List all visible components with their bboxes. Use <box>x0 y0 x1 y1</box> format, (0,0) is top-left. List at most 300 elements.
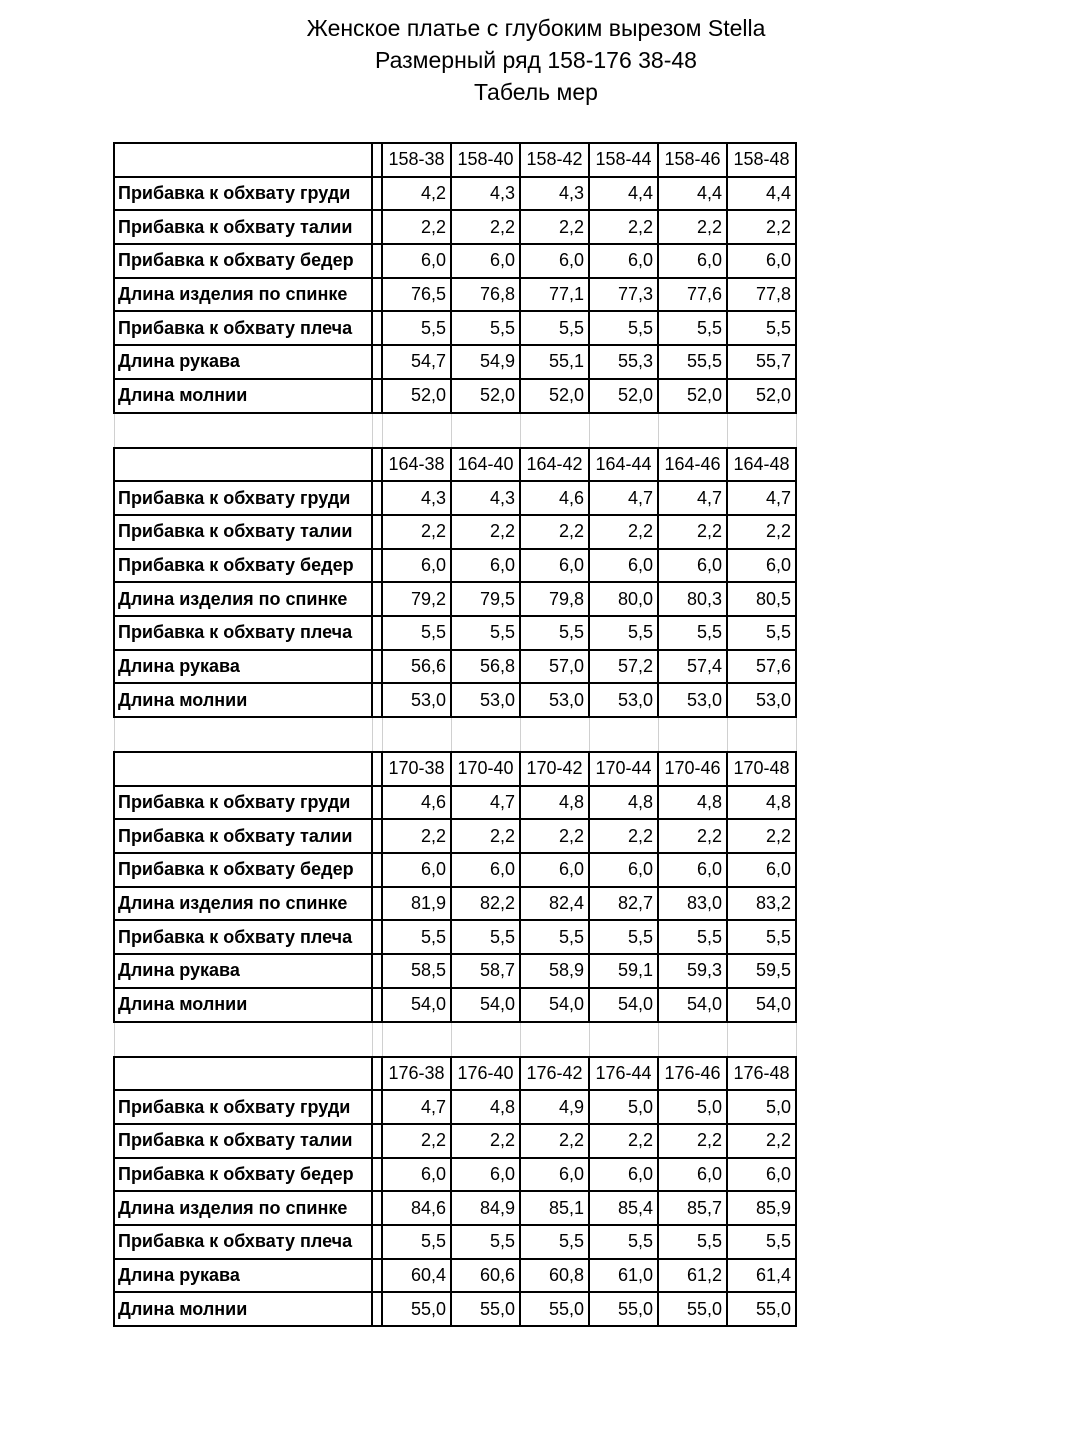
measurement-value: 83,2 <box>727 887 796 921</box>
measurement-value: 6,0 <box>451 244 520 278</box>
table-row <box>114 549 796 583</box>
measurement-label: Прибавка к обхвату бедер <box>114 549 372 583</box>
gap-cell <box>372 1259 382 1293</box>
spacer-cell <box>114 413 372 448</box>
measurement-value: 4,2 <box>382 177 451 211</box>
size-header-cell: 158-46 <box>658 143 727 177</box>
measurement-value: 5,5 <box>658 1225 727 1259</box>
measurement-value: 54,9 <box>451 345 520 379</box>
measurement-value: 60,6 <box>451 1259 520 1293</box>
measurement-tables <box>113 142 797 1327</box>
table-row <box>114 887 796 921</box>
measurement-value: 2,2 <box>520 210 589 244</box>
table-row <box>114 177 796 211</box>
table-row <box>114 582 796 616</box>
measurement-value: 4,8 <box>658 786 727 820</box>
size-header-cell: 158-40 <box>451 143 520 177</box>
measurement-label: Длина рукава <box>114 650 372 684</box>
measurement-value: 4,3 <box>520 177 589 211</box>
gap-cell <box>372 786 382 820</box>
measurement-label: Длина молнии <box>114 379 372 413</box>
measurement-value: 5,0 <box>589 1090 658 1124</box>
measurement-value: 79,2 <box>382 582 451 616</box>
gap-cell <box>372 1057 382 1091</box>
measurement-value: 2,2 <box>589 210 658 244</box>
measurement-value: 85,4 <box>589 1191 658 1225</box>
measurement-value: 4,4 <box>589 177 658 211</box>
gap-cell <box>372 345 382 379</box>
measurement-value: 2,2 <box>658 1124 727 1158</box>
size-header-cell: 164-40 <box>451 448 520 482</box>
measurement-value: 52,0 <box>658 379 727 413</box>
spacer-row <box>114 413 796 448</box>
measurement-value: 5,5 <box>451 616 520 650</box>
measurement-value: 52,0 <box>382 379 451 413</box>
measurement-value: 5,5 <box>520 920 589 954</box>
spacer-cell <box>520 717 589 752</box>
measurement-value: 61,4 <box>727 1259 796 1293</box>
measurement-label: Прибавка к обхвату бедер <box>114 853 372 887</box>
measurement-value: 55,0 <box>382 1292 451 1326</box>
size-header-cell: 176-46 <box>658 1057 727 1091</box>
measurement-value: 77,3 <box>589 278 658 312</box>
measurement-value: 4,3 <box>451 177 520 211</box>
table-row <box>114 1158 796 1192</box>
measurement-value: 2,2 <box>727 1124 796 1158</box>
measurement-value: 5,5 <box>589 311 658 345</box>
measurement-value: 5,5 <box>727 616 796 650</box>
measurement-value: 6,0 <box>451 549 520 583</box>
measurement-value: 5,0 <box>658 1090 727 1124</box>
measurement-value: 54,0 <box>520 988 589 1022</box>
measurement-value: 55,3 <box>589 345 658 379</box>
measurement-value: 54,0 <box>589 988 658 1022</box>
measurement-value: 6,0 <box>520 853 589 887</box>
table-row <box>114 988 796 1022</box>
measurement-value: 5,5 <box>658 616 727 650</box>
spacer-cell <box>451 413 520 448</box>
size-header-cell: 176-48 <box>727 1057 796 1091</box>
size-header-row <box>114 752 796 786</box>
measurement-value: 2,2 <box>451 819 520 853</box>
measurement-value: 77,8 <box>727 278 796 312</box>
spacer-cell <box>451 1022 520 1057</box>
size-header-cell: 164-48 <box>727 448 796 482</box>
measurement-value: 4,6 <box>382 786 451 820</box>
measurement-value: 2,2 <box>382 515 451 549</box>
gap-cell <box>372 177 382 211</box>
measurement-value: 76,8 <box>451 278 520 312</box>
measurement-label: Длина молнии <box>114 1292 372 1326</box>
table-row <box>114 379 796 413</box>
spacer-cell <box>520 1022 589 1057</box>
gap-cell <box>372 819 382 853</box>
table-row <box>114 616 796 650</box>
measurement-value: 4,8 <box>520 786 589 820</box>
measurement-value: 59,5 <box>727 954 796 988</box>
measurement-label: Длина молнии <box>114 683 372 717</box>
gap-cell <box>372 887 382 921</box>
size-header-row <box>114 448 796 482</box>
measurement-label: Прибавка к обхвату груди <box>114 1090 372 1124</box>
measurement-label: Прибавка к обхвату бедер <box>114 244 372 278</box>
measurement-value: 6,0 <box>727 1158 796 1192</box>
measurement-value: 2,2 <box>589 515 658 549</box>
spacer-cell <box>372 1022 382 1057</box>
gap-cell <box>372 448 382 482</box>
measurement-value: 82,4 <box>520 887 589 921</box>
measurement-value: 85,1 <box>520 1191 589 1225</box>
measurement-value: 52,0 <box>451 379 520 413</box>
measurement-value: 2,2 <box>727 819 796 853</box>
measurement-value: 84,9 <box>451 1191 520 1225</box>
spacer-cell <box>114 1022 372 1057</box>
measurement-value: 53,0 <box>382 683 451 717</box>
measurement-label: Прибавка к обхвату плеча <box>114 616 372 650</box>
size-header-cell: 176-38 <box>382 1057 451 1091</box>
gap-cell <box>372 988 382 1022</box>
measurement-value: 2,2 <box>520 1124 589 1158</box>
gap-cell <box>372 278 382 312</box>
measurement-value: 4,4 <box>658 177 727 211</box>
measurement-value: 55,0 <box>451 1292 520 1326</box>
measurement-label: Прибавка к обхвату плеча <box>114 1225 372 1259</box>
measurement-value: 4,9 <box>520 1090 589 1124</box>
table-row <box>114 1090 796 1124</box>
measurement-value: 5,5 <box>727 920 796 954</box>
measurement-value: 5,5 <box>520 616 589 650</box>
size-header-cell: 176-44 <box>589 1057 658 1091</box>
measurement-value: 53,0 <box>520 683 589 717</box>
document-title <box>0 12 1068 108</box>
measurement-label: Прибавка к обхвату груди <box>114 481 372 515</box>
measurement-table-body <box>114 143 796 1326</box>
measurement-value: 85,7 <box>658 1191 727 1225</box>
measurement-value: 54,7 <box>382 345 451 379</box>
measurement-value: 81,9 <box>382 887 451 921</box>
gap-cell <box>372 752 382 786</box>
measurement-value: 2,2 <box>658 210 727 244</box>
spacer-cell <box>451 717 520 752</box>
measurement-value: 4,8 <box>451 1090 520 1124</box>
measurement-value: 6,0 <box>382 549 451 583</box>
measurement-value: 83,0 <box>658 887 727 921</box>
gap-cell <box>372 1292 382 1326</box>
measurement-label: Прибавка к обхвату бедер <box>114 1158 372 1192</box>
size-header-cell: 170-44 <box>589 752 658 786</box>
measurement-value: 58,5 <box>382 954 451 988</box>
measurement-value: 5,5 <box>520 1225 589 1259</box>
measurement-value: 4,7 <box>451 786 520 820</box>
measurement-value: 61,2 <box>658 1259 727 1293</box>
table-row <box>114 786 796 820</box>
measurement-value: 4,7 <box>589 481 658 515</box>
measurement-value: 54,0 <box>658 988 727 1022</box>
title-line-2: Размерный ряд 158-176 38-48 <box>375 47 697 73</box>
header-label-cell <box>114 143 372 177</box>
size-header-cell: 158-42 <box>520 143 589 177</box>
measurement-value: 6,0 <box>589 244 658 278</box>
spacer-cell <box>382 1022 451 1057</box>
gap-cell <box>372 1124 382 1158</box>
gap-cell <box>372 683 382 717</box>
measurement-value: 80,3 <box>658 582 727 616</box>
measurement-value: 55,5 <box>658 345 727 379</box>
gap-cell <box>372 920 382 954</box>
measurement-value: 5,5 <box>382 311 451 345</box>
spacer-cell <box>382 717 451 752</box>
table-row <box>114 650 796 684</box>
measurement-value: 59,1 <box>589 954 658 988</box>
measurement-value: 2,2 <box>520 515 589 549</box>
measurement-value: 5,5 <box>451 920 520 954</box>
gap-cell <box>372 1191 382 1225</box>
measurement-value: 5,5 <box>451 1225 520 1259</box>
measurement-value: 5,5 <box>382 1225 451 1259</box>
spacer-cell <box>520 413 589 448</box>
table-row <box>114 819 796 853</box>
measurement-value: 55,0 <box>658 1292 727 1326</box>
title-line-3: Табель мер <box>474 79 598 105</box>
table-row <box>114 1225 796 1259</box>
measurement-value: 55,7 <box>727 345 796 379</box>
gap-cell <box>372 1158 382 1192</box>
measurement-label: Длина изделия по спинке <box>114 1191 372 1225</box>
measurement-value: 2,2 <box>382 1124 451 1158</box>
table-row <box>114 481 796 515</box>
size-header-cell: 170-48 <box>727 752 796 786</box>
gap-cell <box>372 853 382 887</box>
gap-cell <box>372 954 382 988</box>
table-row <box>114 1124 796 1158</box>
measurement-value: 56,8 <box>451 650 520 684</box>
measurement-value: 5,5 <box>589 1225 658 1259</box>
size-header-cell: 164-38 <box>382 448 451 482</box>
spacer-row <box>114 717 796 752</box>
measurement-value: 57,4 <box>658 650 727 684</box>
measurement-value: 2,2 <box>727 515 796 549</box>
measurement-value: 84,6 <box>382 1191 451 1225</box>
measurement-value: 54,0 <box>451 988 520 1022</box>
table-row <box>114 515 796 549</box>
measurement-value: 2,2 <box>658 515 727 549</box>
size-header-cell: 158-38 <box>382 143 451 177</box>
measurement-value: 6,0 <box>658 549 727 583</box>
measurement-value: 4,8 <box>589 786 658 820</box>
size-header-cell: 164-46 <box>658 448 727 482</box>
size-header-cell: 158-44 <box>589 143 658 177</box>
size-header-row <box>114 143 796 177</box>
measurement-label: Длина изделия по спинке <box>114 582 372 616</box>
spacer-cell <box>658 1022 727 1057</box>
spacer-cell <box>727 717 796 752</box>
measurement-value: 5,5 <box>520 311 589 345</box>
size-header-cell: 170-42 <box>520 752 589 786</box>
measurement-label: Прибавка к обхвату талии <box>114 819 372 853</box>
measurement-value: 6,0 <box>382 1158 451 1192</box>
measurement-value: 76,5 <box>382 278 451 312</box>
measurement-value: 5,5 <box>382 920 451 954</box>
measurement-value: 2,2 <box>382 210 451 244</box>
measurement-value: 2,2 <box>658 819 727 853</box>
measurement-value: 52,0 <box>589 379 658 413</box>
table-row <box>114 683 796 717</box>
size-header-cell: 176-40 <box>451 1057 520 1091</box>
measurement-value: 5,5 <box>382 616 451 650</box>
measurement-value: 2,2 <box>382 819 451 853</box>
table-row <box>114 1259 796 1293</box>
gap-cell <box>372 379 382 413</box>
gap-cell <box>372 616 382 650</box>
size-header-cell: 170-38 <box>382 752 451 786</box>
measurement-value: 4,6 <box>520 481 589 515</box>
measurement-value: 54,0 <box>727 988 796 1022</box>
measurement-value: 57,2 <box>589 650 658 684</box>
measurement-value: 6,0 <box>382 853 451 887</box>
gap-cell <box>372 481 382 515</box>
measurement-value: 55,0 <box>589 1292 658 1326</box>
measurement-value: 2,2 <box>451 1124 520 1158</box>
spacer-cell <box>658 717 727 752</box>
measurement-value: 82,7 <box>589 887 658 921</box>
measurement-label: Длина изделия по спинке <box>114 278 372 312</box>
measurement-value: 57,0 <box>520 650 589 684</box>
measurement-value: 55,0 <box>727 1292 796 1326</box>
measurement-value: 2,2 <box>727 210 796 244</box>
measurement-value: 59,3 <box>658 954 727 988</box>
gap-cell <box>372 210 382 244</box>
measurement-value: 6,0 <box>520 1158 589 1192</box>
header-label-cell <box>114 1057 372 1091</box>
measurement-value: 6,0 <box>727 244 796 278</box>
spacer-cell <box>589 717 658 752</box>
measurement-value: 5,5 <box>727 311 796 345</box>
measurement-table <box>113 142 797 1327</box>
table-row <box>114 1292 796 1326</box>
measurement-value: 56,6 <box>382 650 451 684</box>
measurement-value: 5,5 <box>589 920 658 954</box>
size-header-cell: 170-46 <box>658 752 727 786</box>
table-row <box>114 244 796 278</box>
measurement-value: 60,4 <box>382 1259 451 1293</box>
header-label-cell <box>114 752 372 786</box>
measurement-value: 52,0 <box>727 379 796 413</box>
measurement-value: 85,9 <box>727 1191 796 1225</box>
measurement-value: 6,0 <box>520 244 589 278</box>
measurement-value: 4,7 <box>658 481 727 515</box>
measurement-label: Прибавка к обхвату талии <box>114 1124 372 1158</box>
measurement-value: 2,2 <box>589 1124 658 1158</box>
gap-cell <box>372 311 382 345</box>
measurement-value: 5,5 <box>727 1225 796 1259</box>
title-line-1: Женское платье с глубоким вырезом Stella <box>306 15 766 41</box>
measurement-value: 6,0 <box>589 853 658 887</box>
measurement-label: Прибавка к обхвату груди <box>114 177 372 211</box>
spacer-cell <box>589 413 658 448</box>
table-row <box>114 954 796 988</box>
measurement-label: Прибавка к обхвату талии <box>114 210 372 244</box>
measurement-label: Длина рукава <box>114 954 372 988</box>
measurement-label: Прибавка к обхвату плеча <box>114 920 372 954</box>
spacer-cell <box>658 413 727 448</box>
table-row <box>114 853 796 887</box>
header-label-cell <box>114 448 372 482</box>
size-header-cell: 170-40 <box>451 752 520 786</box>
measurement-value: 6,0 <box>727 853 796 887</box>
measurement-value: 2,2 <box>451 515 520 549</box>
gap-cell <box>372 549 382 583</box>
measurement-value: 60,8 <box>520 1259 589 1293</box>
gap-cell <box>372 650 382 684</box>
measurement-value: 6,0 <box>658 1158 727 1192</box>
measurement-value: 53,0 <box>451 683 520 717</box>
measurement-value: 5,0 <box>727 1090 796 1124</box>
gap-cell <box>372 143 382 177</box>
measurement-label: Длина молнии <box>114 988 372 1022</box>
size-header-cell: 164-44 <box>589 448 658 482</box>
gap-cell <box>372 1225 382 1259</box>
measurement-value: 6,0 <box>658 853 727 887</box>
measurement-value: 77,6 <box>658 278 727 312</box>
measurement-value: 58,9 <box>520 954 589 988</box>
measurement-value: 55,0 <box>520 1292 589 1326</box>
table-row <box>114 278 796 312</box>
measurement-label: Длина рукава <box>114 1259 372 1293</box>
gap-cell <box>372 582 382 616</box>
spacer-cell <box>589 1022 658 1057</box>
spacer-cell <box>727 413 796 448</box>
measurement-value: 79,8 <box>520 582 589 616</box>
measurement-value: 5,5 <box>658 920 727 954</box>
measurement-label: Прибавка к обхвату талии <box>114 515 372 549</box>
measurement-value: 2,2 <box>520 819 589 853</box>
spacer-row <box>114 1022 796 1057</box>
measurement-value: 79,5 <box>451 582 520 616</box>
measurement-value: 4,4 <box>727 177 796 211</box>
measurement-value: 52,0 <box>520 379 589 413</box>
measurement-value: 61,0 <box>589 1259 658 1293</box>
measurement-label: Прибавка к обхвату плеча <box>114 311 372 345</box>
measurement-value: 82,2 <box>451 887 520 921</box>
measurement-label: Длина изделия по спинке <box>114 887 372 921</box>
measurement-value: 4,3 <box>382 481 451 515</box>
measurement-label: Длина рукава <box>114 345 372 379</box>
measurement-value: 77,1 <box>520 278 589 312</box>
gap-cell <box>372 515 382 549</box>
size-header-row <box>114 1057 796 1091</box>
spacer-cell <box>372 717 382 752</box>
measurement-value: 80,5 <box>727 582 796 616</box>
measurement-value: 4,7 <box>727 481 796 515</box>
spacer-cell <box>382 413 451 448</box>
measurement-value: 5,5 <box>589 616 658 650</box>
measurement-value: 6,0 <box>589 1158 658 1192</box>
table-row <box>114 210 796 244</box>
measurement-value: 6,0 <box>658 244 727 278</box>
measurement-value: 53,0 <box>658 683 727 717</box>
spacer-cell <box>114 717 372 752</box>
measurement-value: 4,3 <box>451 481 520 515</box>
size-header-cell: 176-42 <box>520 1057 589 1091</box>
measurement-value: 6,0 <box>520 549 589 583</box>
table-row <box>114 345 796 379</box>
spacer-cell <box>727 1022 796 1057</box>
measurement-value: 53,0 <box>589 683 658 717</box>
gap-cell <box>372 1090 382 1124</box>
spacer-cell <box>372 413 382 448</box>
table-row <box>114 311 796 345</box>
table-row <box>114 920 796 954</box>
